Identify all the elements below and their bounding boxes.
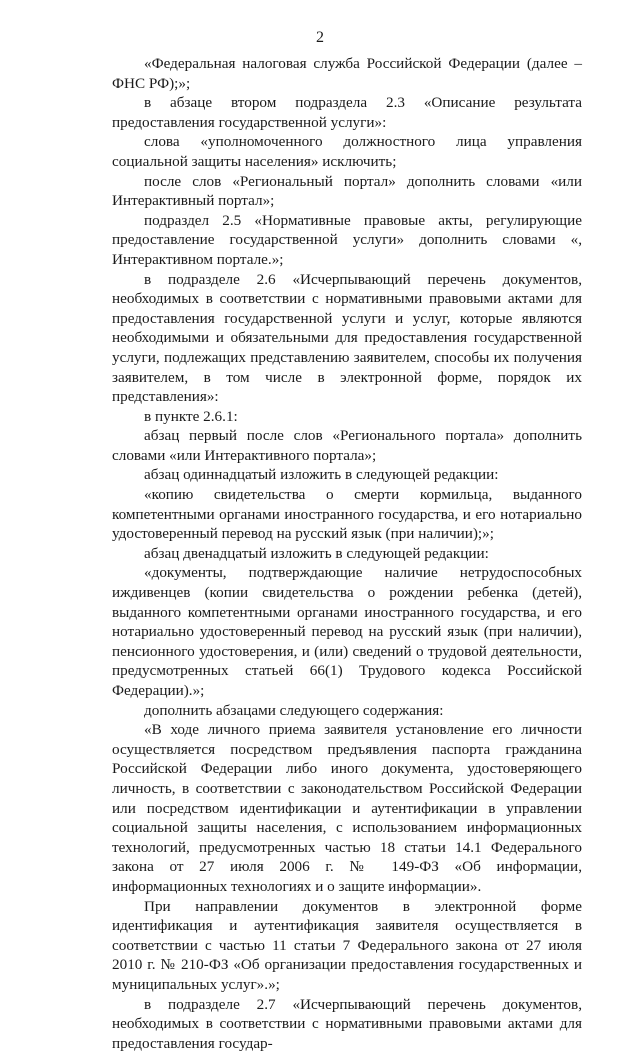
paragraph: «копию свидетельства о смерти кормильца, выданного компетентными органами иностранного государства, и его нотариально удостоверенный перевод на русский язык (при наличии);»; xyxy=(112,485,582,544)
paragraph: абзац первый после слов «Регионального портала» дополнить словами «или Интерактивного портала»; xyxy=(112,426,582,465)
paragraph: после слов «Региональный портал» дополнить словами «или Интерактивный портал»; xyxy=(112,172,582,211)
page-number: 2 xyxy=(0,28,640,48)
paragraph: слова «уполномоченного должностного лица управления социальной защиты населения» исключить; xyxy=(112,132,582,171)
paragraph: в подразделе 2.7 «Исчерпывающий перечень документов, необходимых в соответствии с нормативными правовыми актами для предоставления государ- xyxy=(112,995,582,1053)
paragraph: При направлении документов в электронной форме идентификация и аутентификация заявителя осуществляется в соответствии с частью 11 статьи 7 Федерального закона от 27 июля 2010 г. № 210-ФЗ «Об организации предоставления государственных и муниципальных услуг».»; xyxy=(112,897,582,995)
paragraph: в абзаце втором подраздела 2.3 «Описание результата предоставления государственной услуги»: xyxy=(112,93,582,132)
paragraph: «документы, подтверждающие наличие нетрудоспособных иждивенцев (копии свидетельства о рождении ребенка (детей), выданного компетентными органами иностранного государства, и его нотариально удостоверенный перевод на русский язык (при наличии), пенсионного удостоверения, и (или) сведений о трудовой деятельности, предусмотренных статьей 66(1) Трудового кодекса Российской Федерации).»; xyxy=(112,563,582,700)
document-body xyxy=(112,54,582,1053)
paragraph: в подразделе 2.6 «Исчерпывающий перечень документов, необходимых в соответствии с нормативными правовыми актами для предоставления государственной услуги и услуг, которые являются необходимыми и обязательными для предоставления государственной услуги, подлежащих представлению заявителем, способы их получения заявителем, в том числе в электронной форме, порядок их представления»: xyxy=(112,270,582,407)
paragraph: дополнить абзацами следующего содержания: xyxy=(112,701,582,721)
paragraph: «В ходе личного приема заявителя установление его личности осуществляется посредством предъявления паспорта гражданина Российской Федерации либо иного документа, удостоверяющего личность, в соответствии с законодательством Российской Федерации или посредством идентификации и аутентификации в управлении социальной защиты населения, с использованием информационных технологий, предусмотренных частью 18 статьи 14.1 Федерального закона от 27 июля 2006 г. № 149-ФЗ «Об информации, информационных технологиях и о защите информации». xyxy=(112,720,582,896)
paragraph: подраздел 2.5 «Нормативные правовые акты, регулирующие предоставление государственной услуги» дополнить словами «, Интерактивном портале.»; xyxy=(112,211,582,270)
paragraph: в пункте 2.6.1: xyxy=(112,407,582,427)
paragraph: абзац одиннадцатый изложить в следующей редакции: xyxy=(112,465,582,485)
paragraph: «Федеральная налоговая служба Российской Федерации (далее – ФНС РФ);»; xyxy=(112,54,582,93)
paragraph: абзац двенадцатый изложить в следующей редакции: xyxy=(112,544,582,564)
